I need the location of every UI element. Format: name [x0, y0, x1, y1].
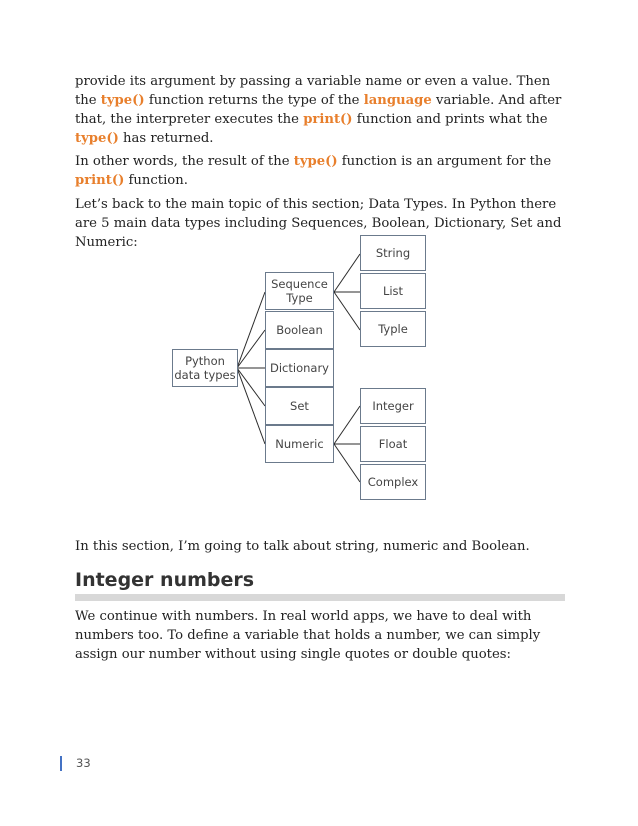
connector-line	[237, 368, 265, 444]
node-sequence-type: Sequence Type	[265, 272, 334, 310]
node-dictionary: Dictionary	[265, 349, 334, 387]
text: has returned.	[118, 131, 214, 146]
paragraph-section-scope: In this section, I’m going to talk about string, numeric and Boolean.	[75, 539, 530, 554]
connector-line	[334, 292, 360, 330]
code-keyword: type()	[75, 131, 119, 146]
code-keyword: type()	[293, 154, 338, 169]
page-number-bar	[60, 756, 62, 771]
connector-line	[334, 406, 360, 444]
node-string: String	[360, 235, 426, 271]
paragraph-data-types-intro: Let’s back to the main topic of this section; Data Types. In Python there are 5 main data types including Sequences, Boolean, Dictionary, Set and Numeric:	[75, 197, 562, 250]
node-python-data-types: Python data types	[172, 349, 238, 387]
section-heading: Integer numbers	[75, 569, 255, 591]
connector-line	[334, 444, 360, 482]
node-list: List	[360, 273, 426, 309]
code-keyword: print()	[75, 173, 125, 188]
node-boolean: Boolean	[265, 311, 334, 349]
node-complex: Complex	[360, 464, 426, 500]
node-integer: Integer	[360, 388, 426, 424]
text: function.	[124, 173, 188, 188]
connector-line	[237, 292, 265, 368]
paragraph-other-words	[75, 152, 575, 190]
node-set: Set	[265, 387, 334, 425]
code-keyword: language	[363, 93, 432, 108]
text: provide its argument by passing a variable name or even a value. Then the	[75, 74, 551, 108]
node-numeric: Numeric	[265, 425, 334, 463]
paragraph-numbers-intro: We continue with numbers. In real world apps, we have to deal with numbers too. To define a variable that holds a number, we can simply assign our number without using single quotes or double quotes:	[75, 609, 541, 662]
node-float: Float	[360, 426, 426, 462]
code-keyword: type()	[100, 93, 145, 108]
heading-underline	[75, 594, 565, 601]
connector-line	[237, 368, 265, 406]
code-keyword: print()	[303, 112, 353, 127]
text: variable. And after that, the interpreter executes the	[75, 93, 562, 127]
connector-line	[334, 254, 360, 292]
page-number: 33	[76, 756, 91, 770]
text: function is an argument for the	[337, 154, 552, 169]
connector-line	[237, 330, 265, 368]
text: In other words, the result of the	[75, 154, 294, 169]
paragraph-type-explanation	[75, 72, 575, 148]
text: function returns the type of the	[144, 93, 364, 108]
text: function and prints what the	[352, 112, 548, 127]
node-typle: Typle	[360, 311, 426, 347]
